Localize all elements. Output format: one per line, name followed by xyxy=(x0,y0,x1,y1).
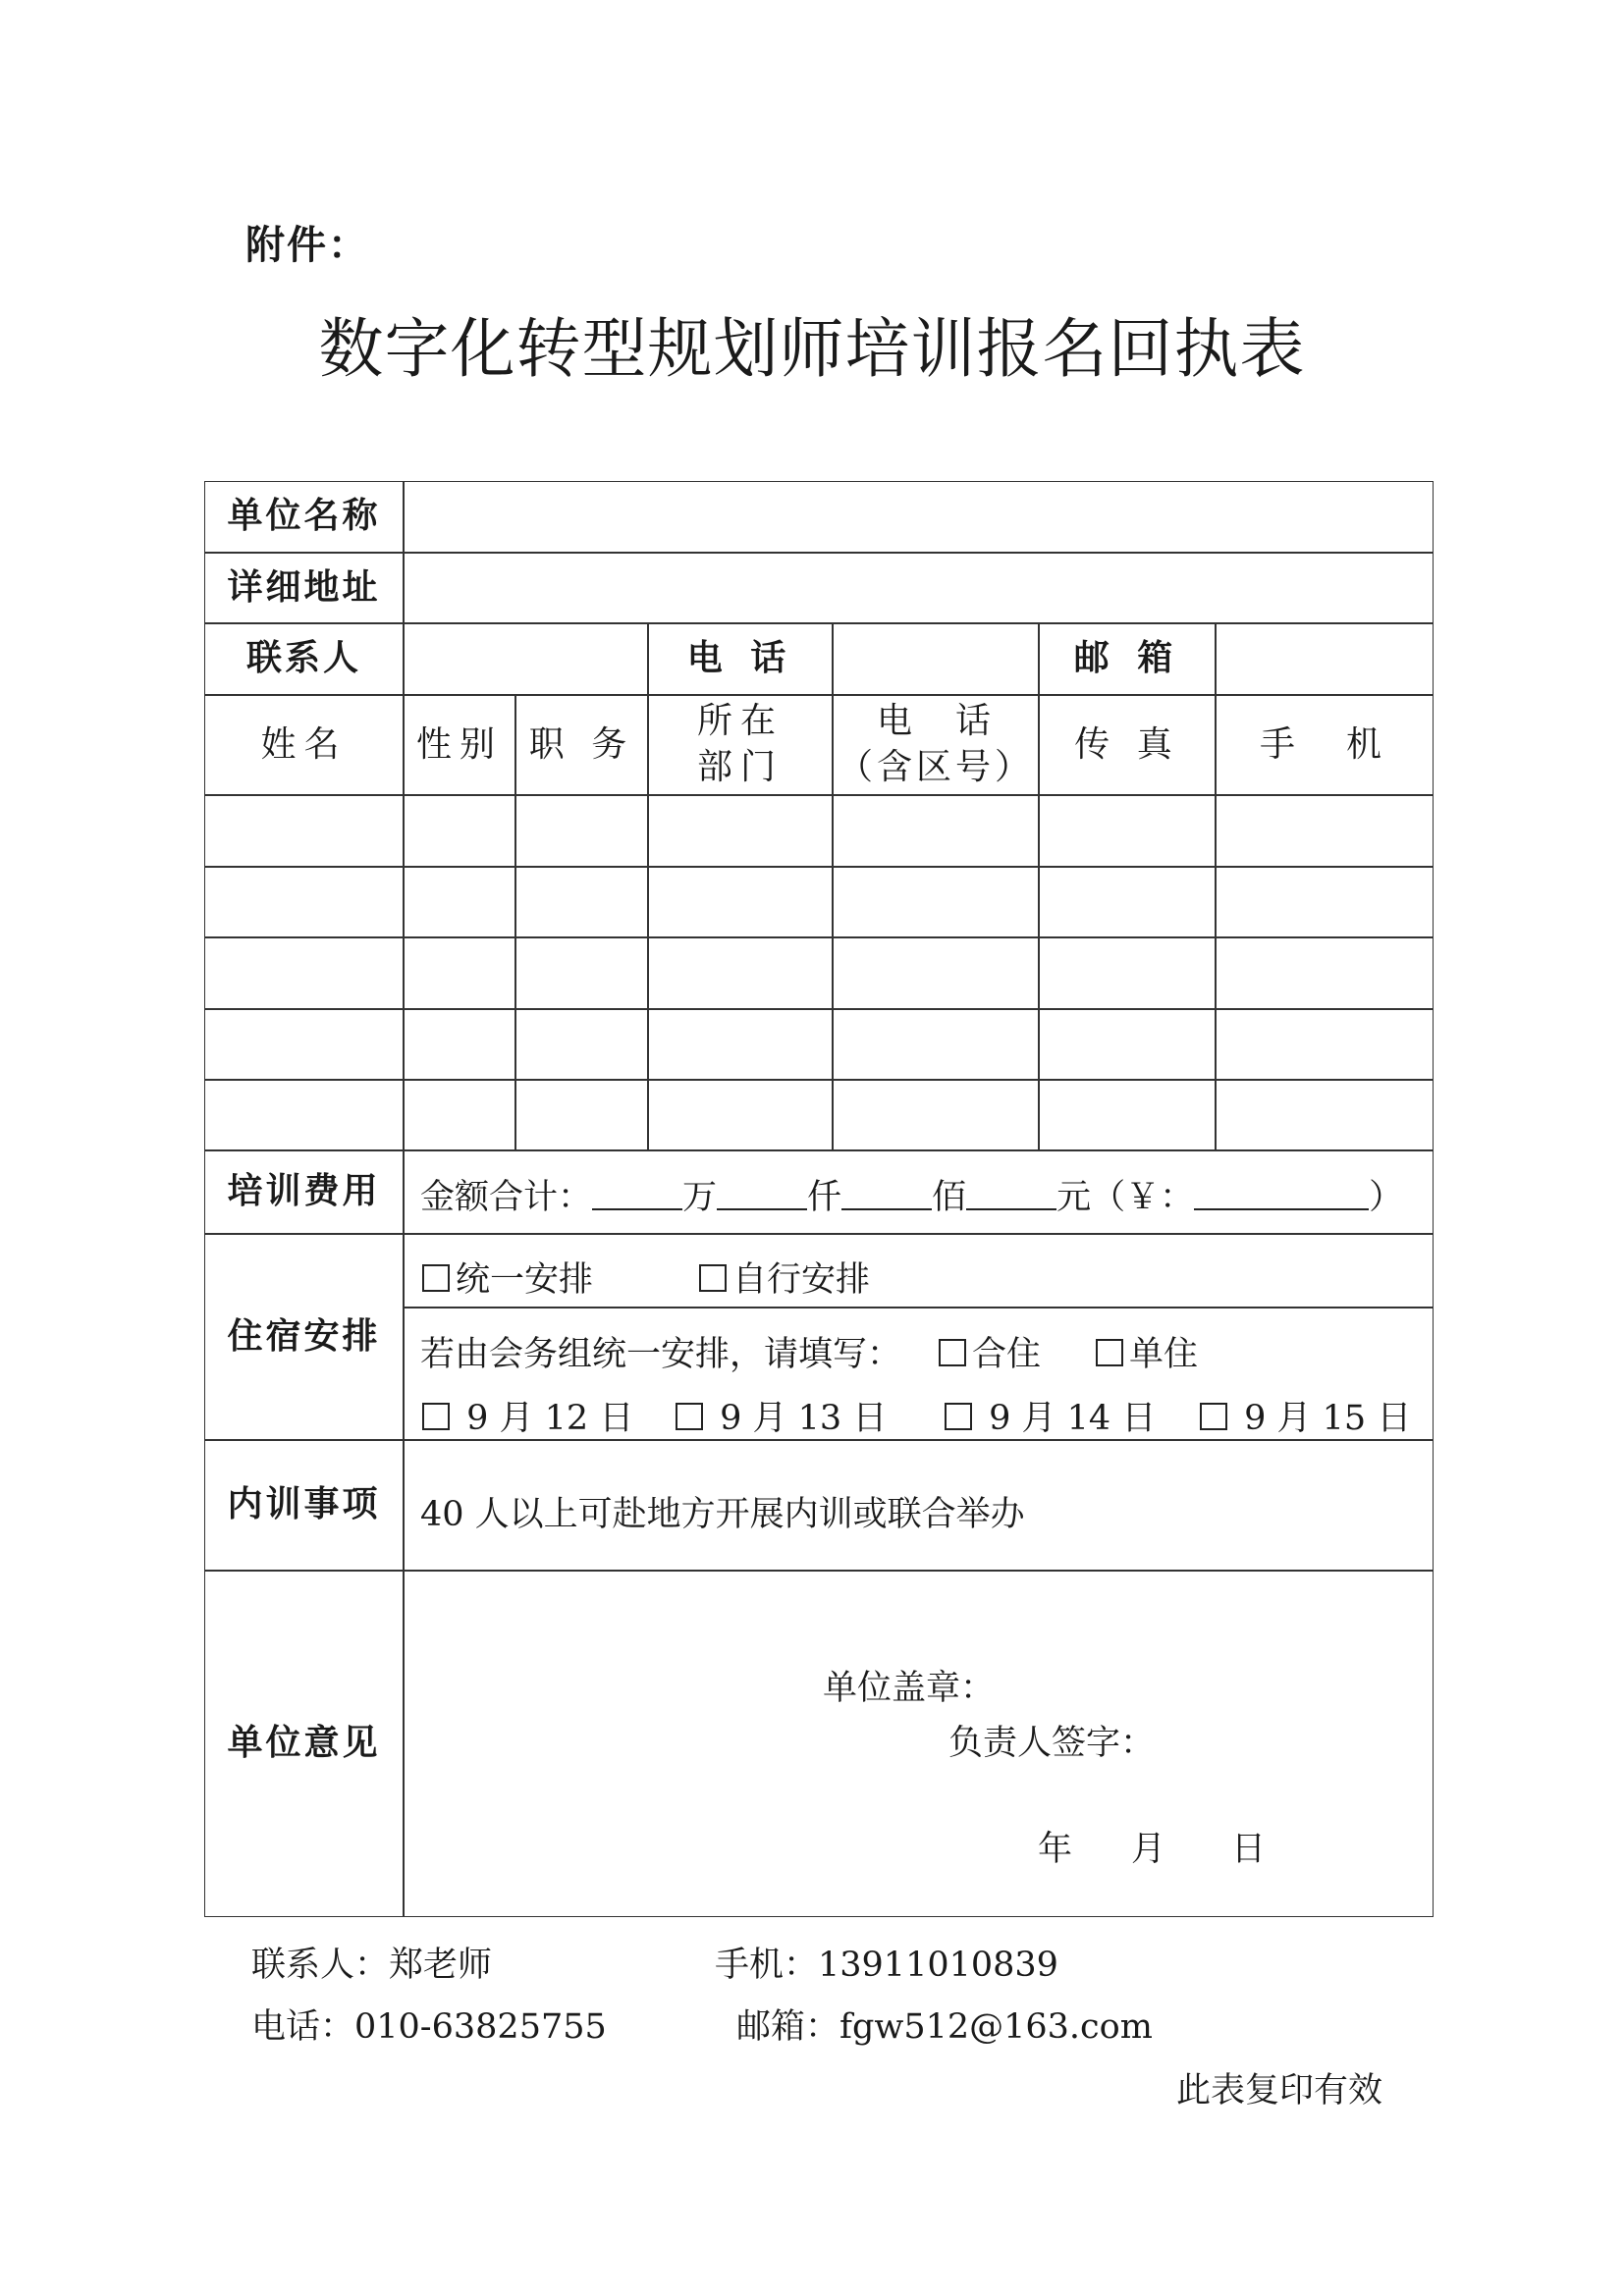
opinion-signature: 负责人签字： xyxy=(948,1724,1156,1763)
lodging-date-4-label: 9 月 15 日 xyxy=(1244,1399,1412,1438)
column-header-phone: 电 话 （含区号） xyxy=(837,701,1034,787)
checkbox-icon[interactable] xyxy=(676,1403,703,1430)
lodging-option-unified[interactable] xyxy=(422,1253,593,1302)
lodging-date-1-label: 9 月 12 日 xyxy=(466,1399,634,1438)
address-field[interactable] xyxy=(404,553,1434,623)
checkbox-icon[interactable] xyxy=(1096,1339,1123,1366)
lodging-option-self-label: 自行安排 xyxy=(732,1260,871,1300)
column-header-fax: 传 真 xyxy=(1074,723,1180,765)
footer-contact: 联系人：郑老师 xyxy=(251,1946,493,1985)
lodging-label: 住宿安排 xyxy=(227,1315,381,1357)
checkbox-icon[interactable] xyxy=(699,1264,727,1292)
checkbox-icon[interactable] xyxy=(1200,1403,1227,1430)
fee-qian-blank[interactable] xyxy=(717,1175,807,1210)
lodging-unified-note: 若由会务组统一安排，请填写： xyxy=(420,1335,902,1374)
fee-total-blank[interactable] xyxy=(1194,1175,1369,1210)
opinion-day: 日 xyxy=(1231,1830,1267,1869)
footer-copy-note: 此表复印有效 xyxy=(1176,2071,1383,2110)
lodging-option-unified-label: 统一安排 xyxy=(456,1260,594,1300)
inhouse-text: 40 人以上可赴地方开展内训或联合举办 xyxy=(420,1495,1025,1534)
lodging-option-shared[interactable] xyxy=(939,1327,1041,1376)
lodging-date-2[interactable] xyxy=(676,1391,887,1440)
fee-bai-unit: 佰 xyxy=(932,1178,967,1217)
checkbox-icon[interactable] xyxy=(422,1403,450,1430)
opinion-month: 月 xyxy=(1131,1830,1166,1869)
email-field[interactable] xyxy=(1216,623,1434,695)
checkbox-icon[interactable] xyxy=(945,1403,972,1430)
fee-total-label: 金额合计： xyxy=(420,1178,593,1217)
fee-amount-line xyxy=(420,1170,1403,1219)
fee-qian-unit: 仟 xyxy=(807,1178,842,1217)
lodging-option-single[interactable] xyxy=(1096,1327,1198,1376)
footer-phone: 电话：010-63825755 xyxy=(251,2007,607,2047)
column-header-position: 职 务 xyxy=(528,723,635,765)
lodging-date-3-label: 9 月 14 日 xyxy=(989,1399,1157,1438)
opinion-year: 年 xyxy=(1038,1830,1073,1869)
opinion-label: 单位意见 xyxy=(227,1723,381,1764)
checkbox-icon[interactable] xyxy=(939,1339,966,1366)
fee-wan-unit: 万 xyxy=(682,1178,718,1217)
fee-label: 培训费用 xyxy=(227,1171,381,1212)
lodging-option-shared-label: 合住 xyxy=(972,1335,1042,1374)
footer-email: 邮箱：fgw512@163.com xyxy=(736,2007,1153,2047)
lodging-date-4[interactable] xyxy=(1200,1391,1411,1440)
lodging-option-self[interactable] xyxy=(699,1253,870,1302)
checkbox-icon[interactable] xyxy=(422,1264,450,1292)
lodging-date-1[interactable] xyxy=(422,1391,633,1440)
column-header-gender: 性别 xyxy=(415,723,503,765)
fee-yuan-unit: 元（￥： xyxy=(1056,1178,1195,1217)
column-header-name: 姓名 xyxy=(260,723,348,765)
unit-name-label: 单位名称 xyxy=(227,496,381,537)
address-label: 详细地址 xyxy=(227,566,381,608)
opinion-seal: 单位盖章： xyxy=(823,1669,996,1708)
email-label: 邮 箱 xyxy=(1073,638,1181,679)
column-header-mobile: 手 机 xyxy=(1259,723,1389,765)
fee-yuan-blank[interactable] xyxy=(966,1175,1056,1210)
fee-wan-blank[interactable] xyxy=(592,1175,682,1210)
phone-label: 电 话 xyxy=(686,638,794,679)
lodging-date-2-label: 9 月 13 日 xyxy=(720,1399,888,1438)
fee-bai-blank[interactable] xyxy=(841,1175,932,1210)
lodging-date-3[interactable] xyxy=(945,1391,1156,1440)
attachment-label: 附件： xyxy=(245,223,369,268)
phone-field[interactable] xyxy=(833,623,1039,695)
fee-close: ） xyxy=(1369,1178,1404,1217)
page-title: 数字化转型规划师培训报名回执表 xyxy=(318,311,1306,387)
contact-label: 联系人 xyxy=(245,638,361,679)
column-header-department: 所在 部门 xyxy=(696,701,784,787)
contact-field[interactable] xyxy=(404,623,648,695)
footer-mobile: 手机：13911010839 xyxy=(715,1946,1058,1985)
unit-name-field[interactable] xyxy=(404,481,1434,553)
lodging-option-single-label: 单住 xyxy=(1129,1335,1199,1374)
inhouse-label: 内训事项 xyxy=(227,1484,381,1525)
